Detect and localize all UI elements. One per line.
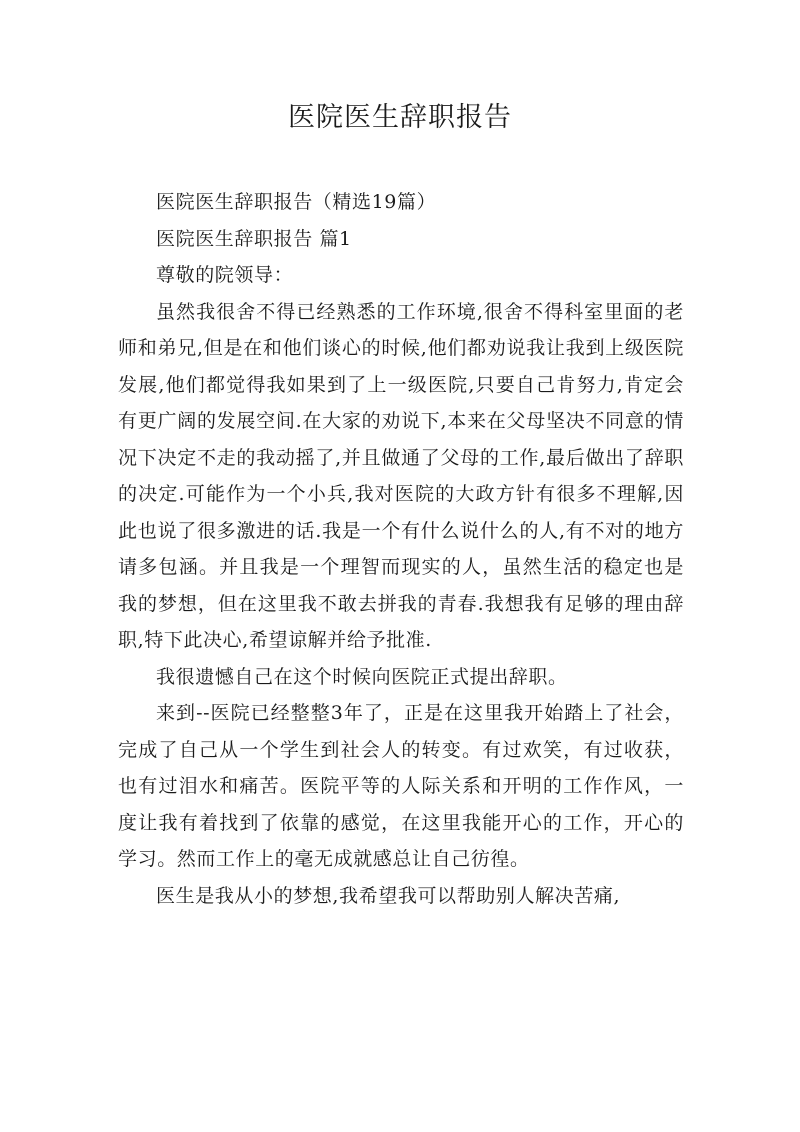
salutation: 尊敬的院领导： bbox=[156, 264, 294, 286]
section-heading: 医院医生辞职报告 篇1 bbox=[156, 227, 352, 250]
subtitle-paragraph: 医院医生辞职报告（精选19篇） bbox=[156, 191, 437, 213]
body-paragraph: 医生是我从小的梦想,我希望我可以帮助别人解决苦痛, bbox=[156, 884, 621, 907]
body-paragraph: 我很遗憾自己在这个时候向医院正式提出辞职。 bbox=[156, 665, 568, 688]
body-paragraph: 虽然我很舍不得已经熟悉的工作环境,很舍不得科室里面的老师和弟兄,但是在和他们谈心的时候,他们都劝说我让我到上级医院发展,他们都觉得我如果到了上一级医院,只要自己肯努力,肯定会有更广阔的发展空间.在大家的劝说下,本来在父母坚决不同意的情况下决定不走的我动摇了,并且做通了父母的工作,最后做出了辞职的决定.可能作为一个小兵,我对医院的大政方针有很多不理解,因此也说了很多激进的话.我是一个有什么说什么的人,有不对的地方请多包涵。并且我是一个理智而现实的人，虽然生活的稳定也是我的梦想，但在这里我不敢去拼我的青春.我想我有足够的理由辞职,特下此决心,希望谅解并给予批准. bbox=[118, 300, 684, 651]
body-paragraph: 来到--医院已经整整3年了，正是在这里我开始踏上了社会，完成了自己从一个学生到社会人的转变。有过欢笑，有过收获，也有过泪水和痛苦。医院平等的人际关系和开明的工作作风，一度让我有着找到了依靠的感觉，在这里我能开心的工作，开心的学习。然而工作上的毫无成就感总让自己彷徨。 bbox=[118, 702, 684, 870]
document-title: 医院医生辞职报告 bbox=[288, 102, 512, 133]
document-body bbox=[118, 184, 684, 914]
